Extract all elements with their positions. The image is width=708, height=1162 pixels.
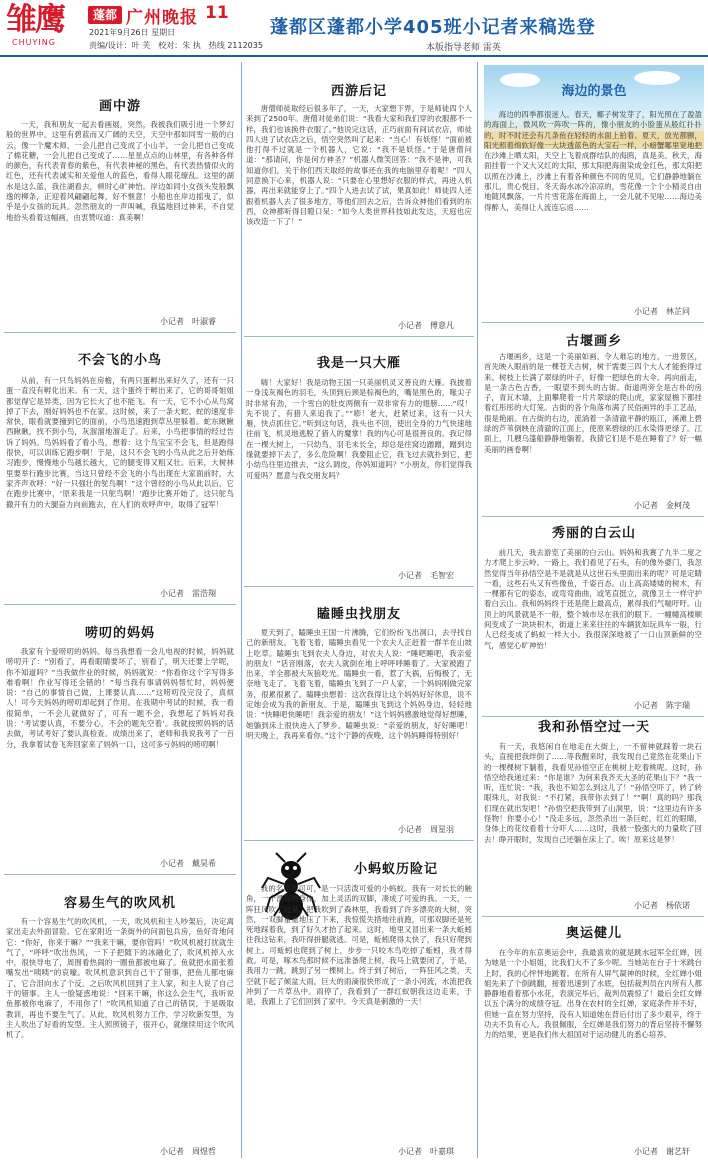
- page-number: 11: [205, 3, 229, 23]
- article-body: 我的名字叫可可，是一只活泼可爱的小蚂蚁。我有一对长长的触角，一个漂亮的身体，加上灵活的双脚，凑成了可爱的我。一天，一阵狂风吹了过来，把我吹到了森林里，我看到了许多漂亮的大树，突然，一双脚重重地压了下来，我惊慌失措地往前跑，可那双脚还是死死地踩着我，到了好久才抬了起来。这时，地里又冒出来一条大蚯蚓往我这钻来，我吓得拼腿就逃。可是，蚯蚓爬得太快了，我只好爬到树上。可蚯蚓也爬到了树上，步步一只咬木鸟吃掉了蚯蚓，我才得救。可是，啄木鸟那时候不远准备爬上树，我马上就要闭了，于是，我用力一跳，跳到了另一棵树上。终于到了树后，一阵狂风之类，天空就下起了倾盆大雨，巨大的雨滴很快形成了一条小河流，水流把我冲到了一片草丛中。雨停了，我看到了一群红蚁朝我这边走来，于是，我跟上了它们回到了家中。今天真是刺激的一天！: [246, 884, 472, 1007]
- logo-wordmark: 雏鹰: [6, 2, 64, 38]
- article-byline: 小记者 林芷同: [634, 307, 690, 316]
- article-body: 有一天，我悠闲自在地走在大街上，一不留神就踩着一块石头，直接把我绊倒了……等我醒来时，我发现自己竟然在花果山下的一棵棵树下躺着，我看见孙悟空正在桃树上吃着桃呢。这时，孙悟空给我递过来：“你是谁？为何来我齐天大圣的花果山下？”我一听，连忙说：“我，我也不知怎么到这儿了！”孙悟空吓了，转了转眼珠儿，对我说：“不打紧，我带你去到了！”“啊！真的吗？那我们现在就出发吧！”孙悟空把我带到了山洞里，说：“这里边有许多怪物！你要小心！”没走多远，忽然杀出一条巨蛇，红红的眼睛，身体上的花纹看着十分吓人……这时，我被一股强大的力量吹了回去！睁开眼时，发现自己还躺在床上了。唉！原来这是梦！: [484, 742, 702, 844]
- article-body: 海边的四季都很迷人。春天，椰子树发芽了，阳光照在了盈盈的海面上，微风吹一阵吹一阵的，像小朋友的小脸蛋从般红扑扑的，时不时还会有几条鱼在轻轻的水面上拍着。夏天，放光都颤，阳光照着绵软好像一大块透蓝色的大宝石一样，小螃蟹哪里宽地把在沙滩上晒太阳，天空上飞着成群结队的海鸥，真是美。秋天，海面挂着一个又大又红的太阳，那太阳把海面染成金红色，那太阳把以照在沙滩上，沙滩上有着各种颜色不同的见贝，它们静静地躺在那儿，贵心悦目。冬天海水冰冷凉凉的，雪花像一个个小精灵自由地随风飘落，一片片雪花落在海面上，一会儿就不见啦……海边美得醉人，美得让人流连忘返……: [484, 110, 702, 212]
- article-divider: [244, 840, 474, 841]
- article-byline: 小记者 戴昊希: [160, 859, 216, 868]
- article-title: 小蚂蚁历险记: [353, 862, 438, 877]
- article-title: 瞌睡虫找朋友: [316, 607, 401, 622]
- article-title: 西游后记: [330, 84, 387, 99]
- article-byline: 小记者 周星羽: [398, 825, 454, 834]
- article-title: 容易生气的吹风机: [63, 896, 176, 911]
- header-divider: [0, 55, 708, 57]
- article-title: 海边的景色: [561, 84, 627, 99]
- article-divider: [4, 874, 236, 875]
- article-divider: [244, 336, 474, 337]
- article-title: 我是一只大雁: [316, 356, 401, 371]
- article-byline: 小记者 金柯茂: [634, 501, 690, 510]
- article-title: 古堰画乡: [565, 334, 622, 349]
- editor-credits: 责编/设计：叶 芙 校对：朱 执 热线 2112035: [89, 41, 263, 50]
- article-body: 从前，有一只鸟妈妈在房檐，有两只蛋孵出来好久了，还有一只蛋一直没有孵化出来。有一天，这个蛋终于孵出来了，它的哥哥姐姐都觉得它是异类，因为它长大了也不能飞。有一天，它不小心从鸟窝掉了下去，刚好妈妈也不在家。这时候，来了一条大蛇。蛇的速度非常快，眼看就要撞到它的面前，小鸟迅速跑到草丛里躲着。蛇东瞅瞅西瞅瞅，找不到小鸟，灰溜溜地溜走了。后来，小鸟把事情的经过告诉了妈妈。鸟妈妈看了看小鸟，想着：这个鸟宝宝不会飞，但是跑得很快，可以训练它跑步啊！于是，这只不会飞的小鸟从此之后开始练习跑步，慢慢地小鸟越长越大，它的腿变得又粗又壮。后来，大树林里要举行跑步比赛，当这只曾经不会飞的小鸟出现在大家面前时，大家齐声欢呼：“好一只强壮的鸵鸟啊！”这个曾经的小鸟从此以后，它在跑步比赛中，‘原来我是一只鸵鸟啊！’跑步比赛开始了，这只鸵鸟撒开有力的大腿奋力向前跑去，在人们的欢呼声中，取得了冠军！: [6, 376, 234, 509]
- column-divider: [477, 62, 478, 1158]
- advisor-credit: 本版指导老师 雷英: [426, 43, 501, 53]
- article-body: 唐僧师徒取经后很多年了，一天，大家想下界，于是师徒四个人来到了2500年。唐僧对徒弟们说：“我看大家和我们穿的衣服都不一样，我们也该换件衣服了。”他说完这话，正巧前面有间试衣店，师徒四人进了试衣店之后，悟空突然叫了起来：“当心！有妖怪！”面前被他打得不过就是一个机器人，它说：“我不是妖怪。”于是唐僧问道：“那请问，你是何方神圣？”机器人微笑回答：“我不是神，可我知道你们，关于你们西天取经的故事还在我的电脑里存着呢！”四人同意换下心来，机器人说：“只要在心里想好衣服的样式，再进入机器，再出来就能穿上了。”四个人进去试了试，果真如此！师徒四人还跟着机器人去了很多地方，等他们回去之后，告诉众神他们看到的东西，众神都听得目瞪口呆：“如今人类世界科技如此发达，天庭也应该改造一下了！”: [246, 104, 472, 227]
- logo-subtitle: CHUYING: [12, 38, 56, 47]
- article-body: 嗨！大家好！我是动物王国一只美丽机灵又善良的大雁。我披着一身浅灰褐色的羽毛，头顶到后颈是棕褐色的，嘴是黑色的，喙尖子时非常有劲，一个雪白的肚皮两侧有一双非常有力的翅膀……“哎！先不说了，有猎人来追我了。”“嘭！老大，赶紧过来，这有一只大雁，快点抓住它。”听到这句话，我头也不回，使出全身的力气快速地往前飞，机灵地逃脱了猎人的魔掌！我的内心可是很善良的。我记得在一棵大树上，一只幼鸟，羽毛未长全，却总是往窝边蹭蹭，蹭到边缘就要掉下去了，多么危险啊！我要阻止它，我飞过去就扑到它，把小幼鸟往里边推去，“这么调皮，你妈知道吗？”小朋友，你们觉得我可爱吗？愿意与我交朋友吗？: [246, 378, 472, 480]
- article-body: 前几天，我去游览了美丽的白云山。妈妈和我赛了九半二度之力才爬上步云岭。一路上，我们看见了石头，有的像外婆门，我忽然觉得当年孙悟空是不是就是从这世石头里面出来的呢？可是定睛一看，这些石头又有些像鱼，千姿百态。山上高高矮矮的树木，有一棵都有它的姿态，或弯弯曲曲，或笔直挺立，就像卫士一样守护着白云山。我和妈妈终于还是爬上最高点，累得我们气喘吁吁。山顶上的风景就是不一般，整个城市尽在我们的眼下。一幢幢高楼顺间变成了一块块积木，街道上来来往往的车辆犹如玩具车一般，行人已经变成了蚂蚁一样大小。我很深深地被了一口山顶新鲜的空气，感觉心旷神怡！: [484, 548, 702, 650]
- article-body: 在今年的东京奥运会中，我最喜欢的就是跳水冠军全红婵，因为她是一个小姐姐，比我们大不了多少呢。当她站在台子十米跳台上时，我的心怦怦地跳着。在所有人屏气凝神的时候，全红婵小姐姐先来了个倒跳翻，接着迅速到了水底，包括裁判员在内所有人都静静地看着那小水花，表演完毕后，裁判员震惊了！最后全红女婵以五个满分的成绩夺冠。出身在农村的全红婵，家庭条件并不好，但她一直在努力坚持，没有人知道她在背后付出了多少艰辛，终于功夫不负有心人。我很佩服，全红婵是我们努力的背后坚持不懈努力的结果，更是我们伟大祖国对于运动健儿的悉心培养。: [484, 948, 702, 1040]
- article-title: 我和孙悟空过一天: [537, 720, 650, 735]
- article-body: 一天，我和朋友一起去看画展，突然，我被我们吸引进一个梦幻般的世界中。这里有碧蓝而又广阔的天空，天空中那如同雪一般的白云，像一个魔术师，一会儿把自己变成了小山羊，一会儿把自己变成了棉花糖，一会儿把自己变成了……星星点点的山林里，有各种各样的颜色，有代表青春的紫色，有代表神秘的黑色，有代表热情似火的红色，还有代表诚实和关爱他人的蓝色，看得人眼花缭乱。这里的湖水是这么蓝，我往湖看去，顿时心旷神怡。岸边如同小女孩头发般飘逸的柳条，正迎着风翩翩起舞，好不惬意！小船也在岸边摇曳了，似乎是小女孩的玩具。忽然朋友的一声叫喊，我猛地回过神来，不自觉地拾头看着这幅画，由衷赞叹道：真美啊！: [6, 120, 234, 222]
- article-byline: 小记者 谢艺轩: [634, 1147, 690, 1156]
- article-byline: 小记者 傅意凡: [398, 321, 454, 330]
- article-divider: [244, 586, 474, 587]
- column-divider: [241, 62, 242, 1158]
- article-divider: [4, 332, 236, 333]
- article-byline: 小记者 陈宇瑞: [634, 701, 690, 710]
- paper-name: 广州晚报: [126, 8, 198, 28]
- publication-date: 2021年9月26日 星期日: [89, 28, 176, 37]
- article-divider: [482, 916, 704, 917]
- article-divider: [4, 604, 236, 605]
- article-title: 不会飞的小鸟: [77, 353, 162, 368]
- article-title: 画中游: [98, 99, 141, 114]
- article-body: 我家有个爱唠叨的妈妈。每当我想看一会儿电视的时候，妈妈就唠叨开了：“别看了，再看眼睛要坏了，别看了，明天还要上学呢，你不知道吗？”当我做作业的时候，妈妈就说：“你看你这个字写得多难看啊！作业写得还全错的！”每当我有事请妈妈帮忙时，妈妈便说：“自己的事情自己做，上课要认真……”这唠叨没完没了，真烦人！可今天妈妈的唠叨却起到了作用。在我期中考试的时候，我一看很简单，一不会儿就做好了，可有一题不会，我想起了妈妈对我说：‘考试要认真，不要分心，不会的题先空着’。我就按照妈妈的话去做，考试考好了要认真检查。成绩出来了，老师和我说我考了一百分，我拿着试卷飞奔回家来了妈妈一口，这可多亏妈妈的唠叨啊！: [6, 647, 234, 749]
- article-byline: 小记者 杨依诺: [634, 901, 690, 910]
- page-title: 蓬都区蓬都小学405班小记者来稿选登: [270, 17, 596, 38]
- article-byline: 小记者 叶嘉琪: [398, 1147, 454, 1156]
- article-byline: 小记者 雷浩翔: [160, 589, 216, 598]
- article-divider: [482, 516, 704, 517]
- article-title: 唠叨的妈妈: [84, 626, 155, 641]
- article-title: 秀丽的白云山: [551, 526, 636, 541]
- article-body: 有一个容易生气的吹风机，一天，吹风机和主人吵架后，决定离家出走去外面冒险。它在家附近一条街外的问面包兵房，鱼好奇地问它：“你好，你来干嘛？”“我来干嘛，要你管吗！”吹风机被打扰就生气了，“呼呼”吹出热风，一下子把随下的冰融化了，吹风机掉入水中，很快导电了，周围看热闹的一圈鱼都被电麻了。鱼就把水面张着嘴发出“咦咦”的哀嚎。吹风机意识到自己干了错事，把鱼儿都电麻了，它合泪向水了个反。之后吹风机回到了主人家，和主人说了自己干的错事。主人一脸疑惑地说：“回来干嘛，你这么会生气，我听说鱼都被你电麻了，不用你了！”吹风机知道了自己的错误，于是吸取教训，再也不要生气了。从此，吹风机努力工作，学习吹新发型，为主人吹出了好看的发型。主人照照镜子，很开心，就继续用这个吹风机了。: [6, 917, 234, 1040]
- section-badge: 蓬都: [88, 6, 122, 24]
- article-byline: 小记者 叶淑睿: [160, 317, 216, 326]
- article-byline: 小记者 周煜哲: [160, 1147, 216, 1156]
- article-title: 奥运健儿: [565, 926, 622, 941]
- article-body: 夏天到了，瞌睡虫王国一片沸腾，它们纷纷飞出洞口，去寻找自己的新朋友。飞着飞着，瞌睡虫看见一个农夫人正赶着一群羊在山坡上吃草。瞌睡虫飞到农夫人身边，对农夫人说：“睡吧睡吧，我亲爱的朋友！”话音刚落，农夫人就倒在地上呼呼呼睡着了。大家被跑了出来，羊全都被大灰狼吃光。瞌睡虫一看，惹了大祸，后悔极了，无奈地飞走了。飞着飞着，瞌睡虫飞到了一户人家，一个妈妈刚做完家务，很累很累了。瞌睡虫想着：这次我得让这个妈妈好好休息，说不定她会成为我的新朋友。于是，瞌睡虫飞到这个妈妈身边，轻轻地说：“快睡吧快睡吧！我亲爱的朋友！”这个妈妈感激地觉得好想睡，她躺到床上很快进入了梦乡。瞌睡虫说：“亲爱的朋友，好好睡吧！明天晚上，我再来看你。”这个宁静的夜晚，这个妈妈睡得特别好！: [246, 628, 472, 740]
- article-body: 古堰画乡，这是一个美丽如画、令人难忘的地方。一进景区，首先映入眼前的是一棵苍天古树，树干需要三四个大人才能抱得过来。树枝上长满了翠绿的叶子，好像一把绿色的大伞。再向前走，是一条古色古香，一眼望不到头的古街。街道两旁全是古朴的房子，青瓦木墙，上面攀爬着一片片翠绿的爬山虎，家家屋檐下都挂着红彤彤的大灯笼。古街的各个角落布满了民俗画异的手工艺品，很是艳丽。在古街的右边，流淌着一条清澈平静的瓯江，溪滩上碧绿的芦苇倒映在清澈的江面上，使原来碧绿的江水染得更绿了。江面上，几艘乌篷船静静地躺着，我猜它们是不是在睡着了？好一幅美丽的画卷啊！: [484, 352, 702, 454]
- article-byline: 小记者 毛智宏: [398, 571, 454, 580]
- article-divider: [482, 322, 704, 323]
